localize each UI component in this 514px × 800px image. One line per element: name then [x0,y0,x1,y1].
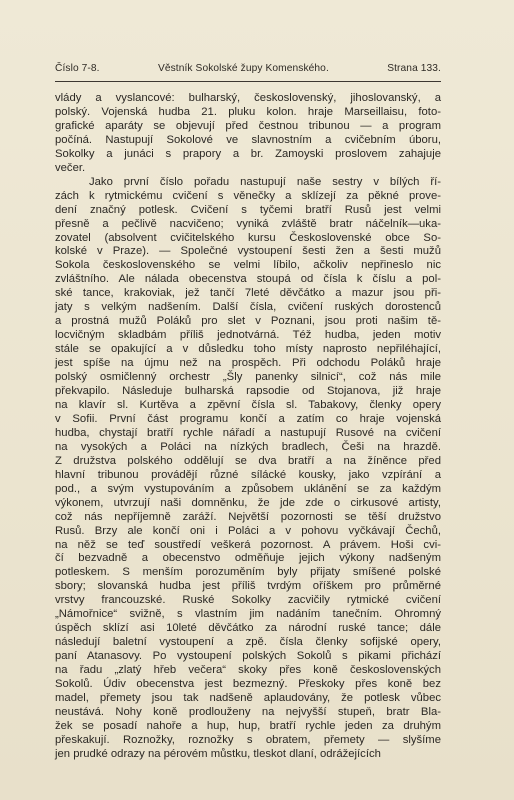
text-line: locvičným skladbám příliš jednotvárná. Též hudba, jeden motiv [55,329,441,342]
text-line: zovatel (absolvent cvičitelského kursu Československé obce So- [55,231,441,244]
text-line: jest spíše na újmu než na prospěch. Při odchodu Poláků hraje [55,357,441,370]
text-line: zvláštního. Ale nálada obecenstva stoupá od čísla k číslu a pol- [55,273,441,286]
text-line: paní Atanasovy. Po vystoupení polských Sokolů s pikami přichází [55,650,441,663]
text-line: v Sofii. První část programu končí a zatím co hraje vojenská [55,412,441,425]
text-line: „Námořnice“ svižně, s vlastním jim nadáním tanečním. Ohromný [55,608,441,621]
journal-title: Věstník Sokolské župy Komenského. [157,63,329,74]
text-line: Sokolů. Údiv obecenstva jest bezmezný. Přeskoky přes koně bez [55,678,441,691]
text-line: Sokola československého se velmi líbilo, ačkoliv nepřineslo nic [55,259,441,272]
page-number: Strana 133. [387,63,441,74]
text-line: na vysokých a Poláci na nízkých bradlech, Češi na hrazdě. [55,440,441,453]
text-line: hudba, chystají bratří rychle nářadí a nastupují Rusové na cvičení [55,426,441,439]
text-line: což nás nepříjemně zaráží. Největší pozornosti se těší družstvo [55,510,441,523]
paragraph [55,176,441,762]
text-line: zách k rytmickému cvičení s věnečky a sklízejí za pěkné prove- [55,189,441,202]
text-line: přesně a pečlivě nacvičeno; vyniká zvláště bratr náčelník—uka- [55,217,441,230]
paragraph [55,92,441,176]
text-line: vlády a vyslancové: bulharský, československý, jihoslovanský, a [55,92,441,104]
text-line: přeskakují. Roznožky, roznožky s obratem, přemety — slyšíme [55,733,441,746]
text-line: čí bezvadně a obecenstvo odměňuje jejich výkony nadšeným [55,552,441,565]
text-line: Sokolky a junáci s prapory a br. Zamoyski proslovem zahajuje [55,147,441,160]
text-line: Jako první číslo pořadu nastupují naše sestry v bílých ří- [89,175,441,188]
text-line: následují baletní vystoupení a zpě. čísla členky sofijské opery, [55,636,441,649]
text-line: žek se posadí nahoře a hup, hup, bratří rychle jeden za druhým [55,719,441,732]
text-line: sbory; slovanská hudba jest příliš tvrdým oříškem pro průměrné [55,580,441,593]
text-line: dení značný potlesk. Cvičení s tyčemi bratří Rusů jest velmi [55,203,441,216]
text-line: Z družstva polského oddělují se dva bratří a na žíněnce před [55,454,441,467]
text-line: hlavní tribunou provádějí různé sílácké kousky, jako vzpírání a [55,468,441,481]
header-rule [55,81,441,82]
text-line: překvapilo. Následuje bulharská rapsodie od Stojanova, již hraje [55,385,441,398]
text-line: úspěch sklízí asi 10leté děvčátko za národní ruské tance; dále [55,622,441,635]
issue-number: Číslo 7-8. [55,63,100,74]
text-line: neustává. Nohy koně prodlouženy na nejvyšší stupeň, bratr Bla- [55,705,441,718]
text-line: jen prudké odrazy na pérovém můstku, tleskot dlaní, odrážejících [55,747,381,760]
text-line: a prostná mužů Poláků pro slet v Poznani, jsou proti našim tě- [55,315,441,328]
text-line: polský. Vojenská hudba 21. pluku kolon. hraje Marseillaisu, foto- [55,105,441,118]
text-line: kolské v Praze). — Společné vystoupení šesti žen a šesti mužů [55,245,441,258]
text-line: ské tance, krakoviak, jež tančí 7leté děvčátko a mazur jsou při- [55,287,441,300]
article-body [55,92,441,762]
text-line: na něž se teď soustředí veškerá pozornost. A právem. Hoši cvi- [55,538,441,551]
text-line: večer. [55,161,86,174]
text-line: Rusů. Brzy ale končí oni i Poláci a v pohovu vyčkávají Čechů, [55,524,441,537]
text-line: pod., a svým vystupováním a způsobem uklánění se za každým [55,482,441,495]
text-line: grafické aparáty se objevují před čestnou tribunou — a program [55,119,441,132]
text-line: vrstvy francouzské. Ruské Sokolky zacvičily rytmické cvičení [55,594,441,607]
text-line: počíná. Nastupují Sokolové ve slavnostním a cvičebním úboru, [55,133,441,146]
text-line: výkonem, utvrzují naši domněnku, že jde zde o cirkusové artisty, [55,496,441,509]
text-line: stále se opakující a v důsledku toho místy naprosto nepřiléhající, [55,343,441,356]
text-line: jaty s velkým nadšením. Další čísla, cvičení ruských dorostenců [55,301,441,314]
text-line: na klavír sl. Kurtěva a zpěvní čísla sl. Tabakovy, členky opery [55,398,441,411]
text-line: na řadu „zlatý hřeb večera“ skoky přes koně československých [55,664,441,677]
text-line: madel, přemety jsou tak nadšeně aplaudovány, že potlesk vůbec [55,691,441,704]
text-line: potleskem. S menším porozuměním byly přijaty smíšené polské [55,566,441,579]
text-line: polský osmičlenný orchestr „Šly panenky silnicí“, což nás mile [55,371,441,384]
running-header [55,63,441,74]
